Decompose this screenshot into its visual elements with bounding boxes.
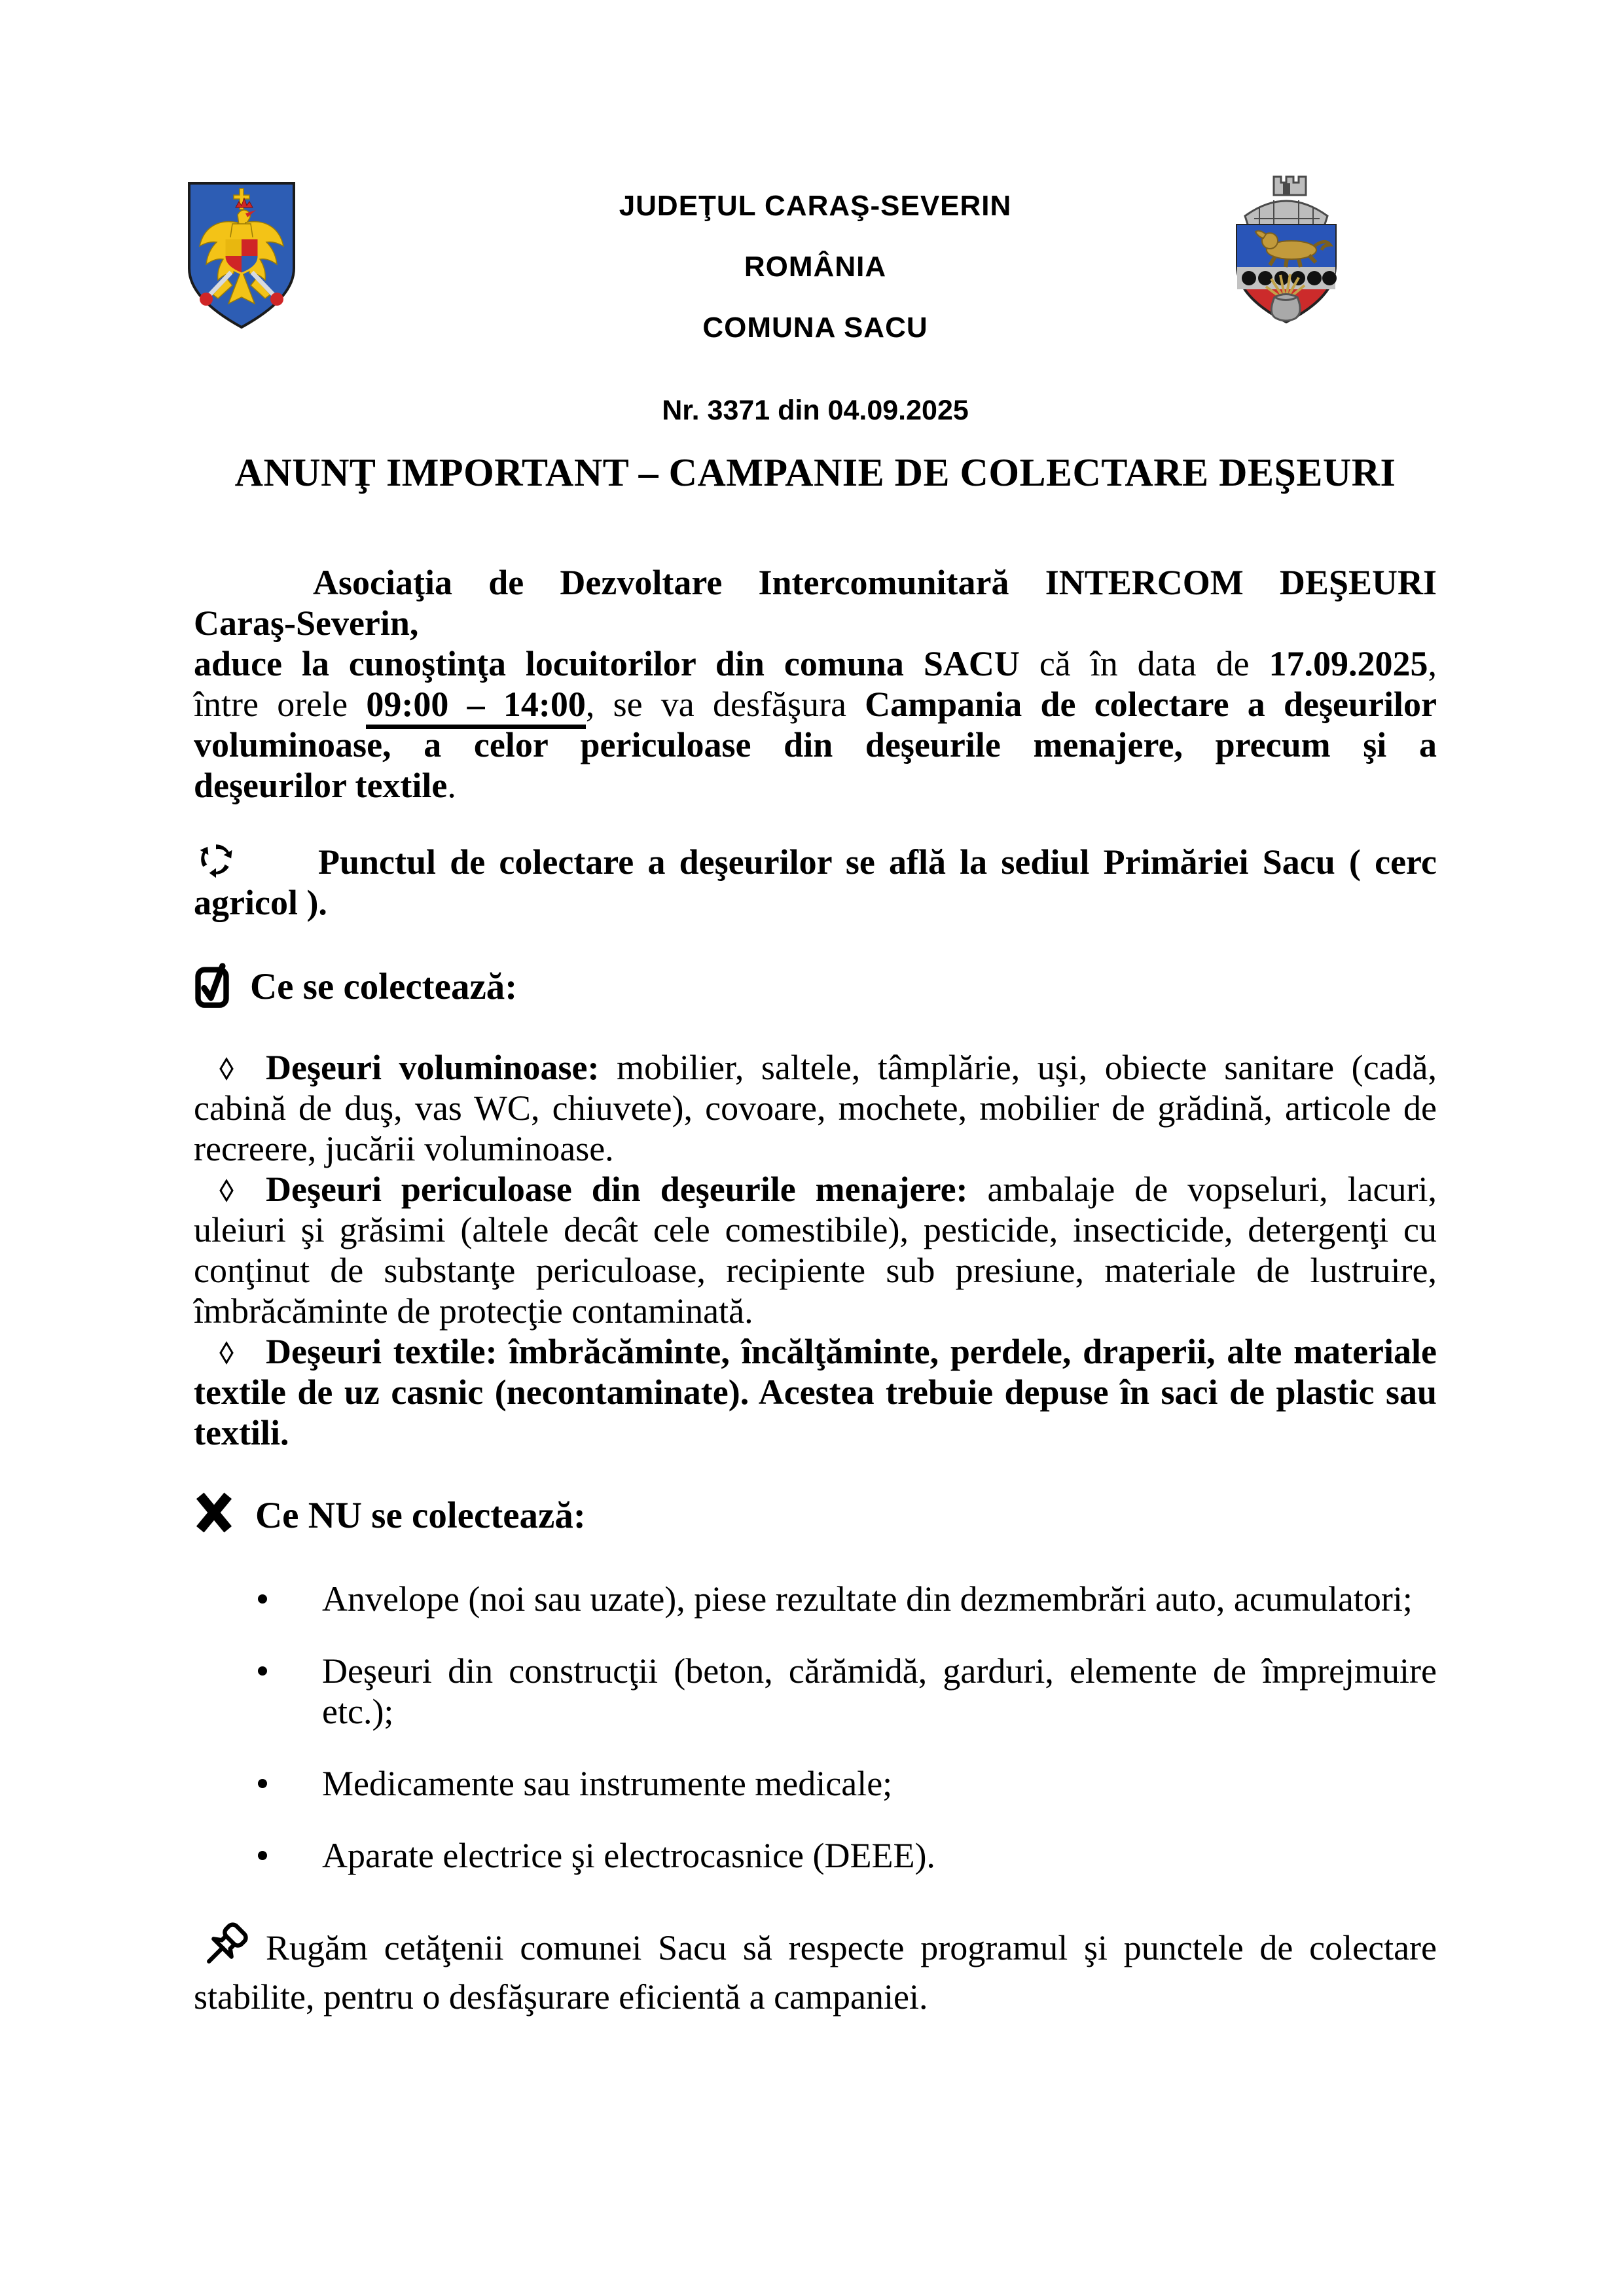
- intro-line-6: deşeurilor textile.: [194, 766, 456, 805]
- not-collected-item: Aparate electrice şi electrocasnice (DEEE).: [194, 1835, 1437, 1876]
- collection-point-text: Punctul de colectare a deşeurilor se află la sediul Primăriei Sacu ( cerc agricol ).: [194, 842, 1437, 922]
- pushpin-icon: [194, 1919, 251, 1977]
- sacu-commune-coat-of-arms: [1228, 168, 1344, 328]
- collected-item: Deşeuri textile: îmbrăcăminte, încălţăminte, perdele, draperii, alte materiale textile de uz casnic (necontaminate). Acestea trebuie depuse în saci de plastic sau textili.: [194, 1332, 1437, 1452]
- header-county-line: JUDEŢUL CARAŞ-SEVERIN: [619, 190, 1012, 222]
- intro-paragraph: [194, 562, 1437, 806]
- not-collected-item: Medicamente sau instrumente medicale;: [194, 1763, 1437, 1804]
- closing-text: Rugăm cetăţenii comunei Sacu să respecte programul şi punctele de colectare stabilite, pentru o desfăşurare eficientă a campaniei.: [194, 1928, 1437, 2017]
- intro-line-5: voluminoase, a celor periculoase din deşeurile menajere, precum şi a: [194, 725, 1437, 764]
- document-title: ANUNŢ IMPORTANT – CAMPANIE DE COLECTARE DEŞEURI: [234, 451, 1396, 494]
- recycle-icon: [194, 840, 238, 879]
- header-commune-line: COMUNA SACU: [702, 312, 928, 344]
- collected-item: Deşeuri periculoase din deşeurile menajere: ambalaje de vopseluri, lacuri, uleiuri şi grăsimi (altele decât cele comestibile), pesticide, insecticide, detergenţi cu conţinut de substanţe periculoase, recipiente sub presiune, materiale de lustruire, îmbrăcăminte de protecţie contaminată.: [194, 1170, 1437, 1331]
- not-collected-list: [194, 1579, 1437, 1876]
- collected-heading: Ce se colectează:: [194, 960, 1437, 1013]
- diamond-bullet-icon: [219, 1179, 234, 1202]
- intro-line-2: Caraş-Severin,: [194, 603, 419, 643]
- collected-item: Deşeuri voluminoase: mobilier, saltele, tâmplărie, uşi, obiecte sanitare (cadă, cabină de duş, vas WC, chiuvete), covoare, mochete, mobilier de grădină, articole de recreere, jucării voluminoase.: [194, 1048, 1437, 1168]
- diamond-bullet-icon: [219, 1057, 234, 1081]
- underlined-hours: 09:00 – 14:00: [366, 685, 585, 729]
- not-collected-item: Deşeuri din construcţii (beton, cărămidă, garduri, elemente de împrejmuire etc.);: [194, 1651, 1437, 1732]
- diamond-bullet-icon: [219, 1341, 234, 1365]
- x-mark-icon: [194, 1492, 234, 1533]
- not-collected-heading: Ce NU se colectează:: [194, 1490, 1437, 1542]
- header-country-line: ROMÂNIA: [744, 251, 887, 283]
- document-number: Nr. 3371 din 04.09.2025: [662, 395, 969, 426]
- collection-point-paragraph: [194, 840, 1437, 923]
- closing-paragraph: [194, 1919, 1437, 2017]
- intro-line-3: aduce la cunoştinţa locuitorilor din comuna SACU că în data de 17.09.2025,: [194, 644, 1437, 683]
- romania-coat-of-arms: [185, 181, 298, 330]
- collected-items-list: [194, 1047, 1437, 1453]
- intro-line-4: între orele 09:00 – 14:00, se va desfăşura Campania de colectare a deşeurilor: [194, 684, 1437, 725]
- intro-line-1: Asociaţia de Dezvoltare Intercomunitară INTERCOM DEŞEURI: [313, 563, 1437, 602]
- not-collected-item: Anvelope (noi sau uzate), piese rezultate din dezmembrări auto, acumulatori;: [194, 1579, 1437, 1619]
- checked-checkbox-icon: [194, 960, 230, 1009]
